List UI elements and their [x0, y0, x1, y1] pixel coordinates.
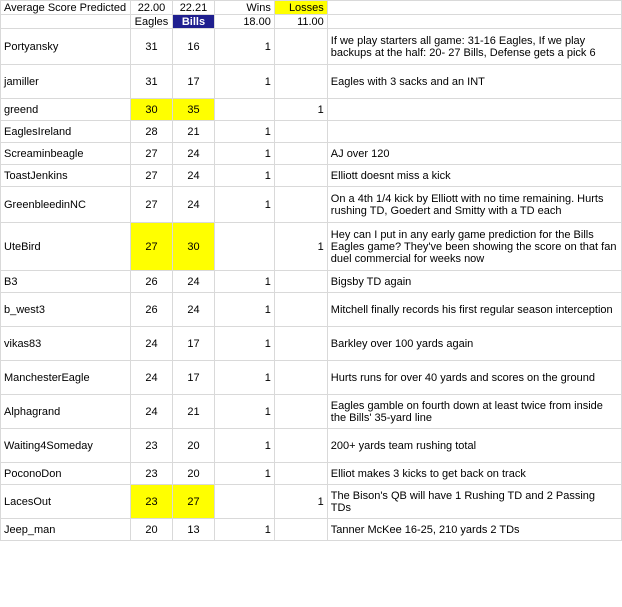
loss-cell[interactable]: [274, 429, 327, 463]
win-cell[interactable]: [214, 485, 274, 519]
losses-total[interactable]: 11.00: [274, 15, 327, 29]
win-cell[interactable]: 1: [214, 429, 274, 463]
win-cell[interactable]: 1: [214, 519, 274, 541]
table-row: [1, 519, 622, 541]
bills-score-cell[interactable]: 20: [172, 429, 214, 463]
eagles-score-cell[interactable]: 23: [130, 429, 172, 463]
loss-cell[interactable]: [274, 327, 327, 361]
table-row: [1, 463, 622, 485]
comment-cell[interactable]: Mitchell finally records his first regular season interception: [327, 293, 621, 327]
bills-column-header[interactable]: Bills: [172, 15, 214, 29]
player-name-cell[interactable]: GreenbleedinNC: [1, 187, 131, 223]
bills-score-cell[interactable]: 24: [172, 143, 214, 165]
player-name-cell[interactable]: UteBird: [1, 223, 131, 271]
header-row-2: [1, 15, 622, 29]
loss-cell[interactable]: [274, 187, 327, 223]
comment-cell[interactable]: Hey can I put in any early game prediction for the Bills Eagles game? They've been showing the score on that fan duel commercial for weeks now: [327, 223, 621, 271]
eagles-score-cell[interactable]: 31: [130, 65, 172, 99]
win-cell[interactable]: 1: [214, 165, 274, 187]
bills-score-cell[interactable]: 20: [172, 463, 214, 485]
table-row: [1, 327, 622, 361]
player-name-cell[interactable]: Screaminbeagle: [1, 143, 131, 165]
table-row: [1, 187, 622, 223]
header-row-1: [1, 1, 622, 15]
bills-score-cell[interactable]: 16: [172, 29, 214, 65]
win-cell[interactable]: 1: [214, 29, 274, 65]
eagles-score-cell[interactable]: 24: [130, 327, 172, 361]
win-cell[interactable]: [214, 223, 274, 271]
bills-score-cell[interactable]: 24: [172, 271, 214, 293]
bills-score-cell[interactable]: 17: [172, 361, 214, 395]
win-cell[interactable]: 1: [214, 293, 274, 327]
player-name-cell[interactable]: jamiller: [1, 65, 131, 99]
avg-bills-score[interactable]: 22.21: [172, 1, 214, 15]
bills-score-cell[interactable]: 30: [172, 223, 214, 271]
eagles-score-cell[interactable]: 24: [130, 395, 172, 429]
comment-cell[interactable]: On a 4th 1/4 kick by Elliott with no time remaining. Hurts rushing TD, Goedert and Smitty with a TD each: [327, 187, 621, 223]
table-row: [1, 271, 622, 293]
eagles-score-cell[interactable]: 24: [130, 361, 172, 395]
table-row: [1, 293, 622, 327]
win-cell[interactable]: 1: [214, 187, 274, 223]
comment-cell[interactable]: If we play starters all game: 31-16 Eagles, If we play backups at the half: 20- 27 Bills, Defense gets a pick 6: [327, 29, 621, 65]
bills-score-cell[interactable]: 21: [172, 121, 214, 143]
eagles-column-header[interactable]: Eagles: [130, 15, 172, 29]
player-name-cell[interactable]: B3: [1, 271, 131, 293]
comment-cell[interactable]: Eagles with 3 sacks and an INT: [327, 65, 621, 99]
win-cell[interactable]: 1: [214, 463, 274, 485]
table-row: [1, 395, 622, 429]
player-name-cell[interactable]: greend: [1, 99, 131, 121]
win-cell[interactable]: 1: [214, 65, 274, 99]
player-name-cell[interactable]: ToastJenkins: [1, 165, 131, 187]
eagles-score-cell[interactable]: 23: [130, 485, 172, 519]
player-name-cell[interactable]: Alphagrand: [1, 395, 131, 429]
eagles-score-cell[interactable]: 26: [130, 293, 172, 327]
win-cell[interactable]: 1: [214, 327, 274, 361]
player-name-cell[interactable]: vikas83: [1, 327, 131, 361]
eagles-score-cell[interactable]: 27: [130, 165, 172, 187]
eagles-score-cell[interactable]: 27: [130, 187, 172, 223]
table-row: [1, 29, 622, 65]
bills-score-cell[interactable]: 24: [172, 187, 214, 223]
bills-score-cell[interactable]: 21: [172, 395, 214, 429]
player-name-cell[interactable]: Portyansky: [1, 29, 131, 65]
player-name-cell[interactable]: Waiting4Someday: [1, 429, 131, 463]
loss-cell[interactable]: [274, 271, 327, 293]
table-row: [1, 485, 622, 519]
bills-score-cell[interactable]: 24: [172, 165, 214, 187]
loss-cell[interactable]: [274, 293, 327, 327]
eagles-score-cell[interactable]: 20: [130, 519, 172, 541]
player-name-cell[interactable]: PoconoDon: [1, 463, 131, 485]
eagles-score-cell[interactable]: 23: [130, 463, 172, 485]
comment-cell[interactable]: Elliot makes 3 kicks to get back on track: [327, 463, 621, 485]
win-cell[interactable]: 1: [214, 395, 274, 429]
avg-eagles-score[interactable]: 22.00: [130, 1, 172, 15]
loss-cell[interactable]: [274, 29, 327, 65]
comment-cell[interactable]: [327, 121, 621, 143]
wins-total[interactable]: 18.00: [214, 15, 274, 29]
bills-score-cell[interactable]: 17: [172, 65, 214, 99]
loss-cell[interactable]: 1: [274, 485, 327, 519]
loss-cell[interactable]: [274, 143, 327, 165]
eagles-score-cell[interactable]: 26: [130, 271, 172, 293]
empty-name-header[interactable]: [1, 15, 131, 29]
table-row: [1, 429, 622, 463]
loss-cell[interactable]: 1: [274, 223, 327, 271]
comment-cell[interactable]: Barkley over 100 yards again: [327, 327, 621, 361]
table-row: [1, 165, 622, 187]
comment-cell[interactable]: 200+ yards team rushing total: [327, 429, 621, 463]
comment-cell[interactable]: [327, 99, 621, 121]
comment-cell[interactable]: The Bison's QB will have 1 Rushing TD and 2 Passing TDs: [327, 485, 621, 519]
eagles-score-cell[interactable]: 27: [130, 223, 172, 271]
loss-cell[interactable]: [274, 519, 327, 541]
loss-cell[interactable]: [274, 463, 327, 485]
eagles-score-cell[interactable]: 30: [130, 99, 172, 121]
table-row: [1, 223, 622, 271]
eagles-score-cell[interactable]: 31: [130, 29, 172, 65]
win-cell[interactable]: 1: [214, 121, 274, 143]
wins-header[interactable]: Wins: [214, 1, 274, 15]
win-cell[interactable]: 1: [214, 361, 274, 395]
bills-score-cell[interactable]: 13: [172, 519, 214, 541]
comment-cell[interactable]: AJ over 120: [327, 143, 621, 165]
table-row: [1, 143, 622, 165]
player-name-cell[interactable]: ManchesterEagle: [1, 361, 131, 395]
bills-score-cell[interactable]: 24: [172, 293, 214, 327]
empty-header-cell[interactable]: [327, 1, 621, 15]
sheet-title[interactable]: Average Score Predicted: [1, 1, 131, 15]
loss-cell[interactable]: [274, 165, 327, 187]
bills-score-cell[interactable]: 17: [172, 327, 214, 361]
win-cell[interactable]: 1: [214, 271, 274, 293]
loss-cell[interactable]: [274, 121, 327, 143]
table-row: [1, 121, 622, 143]
eagles-score-cell[interactable]: 27: [130, 143, 172, 165]
player-name-cell[interactable]: EaglesIreland: [1, 121, 131, 143]
loss-cell[interactable]: [274, 65, 327, 99]
comment-cell[interactable]: Elliott doesnt miss a kick: [327, 165, 621, 187]
player-name-cell[interactable]: Jeep_man: [1, 519, 131, 541]
comment-cell[interactable]: Bigsby TD again: [327, 271, 621, 293]
win-cell[interactable]: [214, 99, 274, 121]
loss-cell[interactable]: [274, 361, 327, 395]
table-row: [1, 99, 622, 121]
eagles-score-cell[interactable]: 28: [130, 121, 172, 143]
bills-score-cell[interactable]: 35: [172, 99, 214, 121]
bills-score-cell[interactable]: 27: [172, 485, 214, 519]
loss-cell[interactable]: [274, 395, 327, 429]
comment-cell[interactable]: Hurts runs for over 40 yards and scores on the ground: [327, 361, 621, 395]
loss-cell[interactable]: 1: [274, 99, 327, 121]
player-name-cell[interactable]: LacesOut: [1, 485, 131, 519]
win-cell[interactable]: 1: [214, 143, 274, 165]
losses-header[interactable]: Losses: [274, 1, 327, 15]
prediction-rows: [1, 29, 622, 541]
empty-comment-header[interactable]: [327, 15, 621, 29]
table-row: [1, 361, 622, 395]
player-name-cell[interactable]: b_west3: [1, 293, 131, 327]
comment-cell[interactable]: Tanner McKee 16-25, 210 yards 2 TDs: [327, 519, 621, 541]
table-row: [1, 65, 622, 99]
comment-cell[interactable]: Eagles gamble on fourth down at least twice from inside the Bills' 35-yard line: [327, 395, 621, 429]
